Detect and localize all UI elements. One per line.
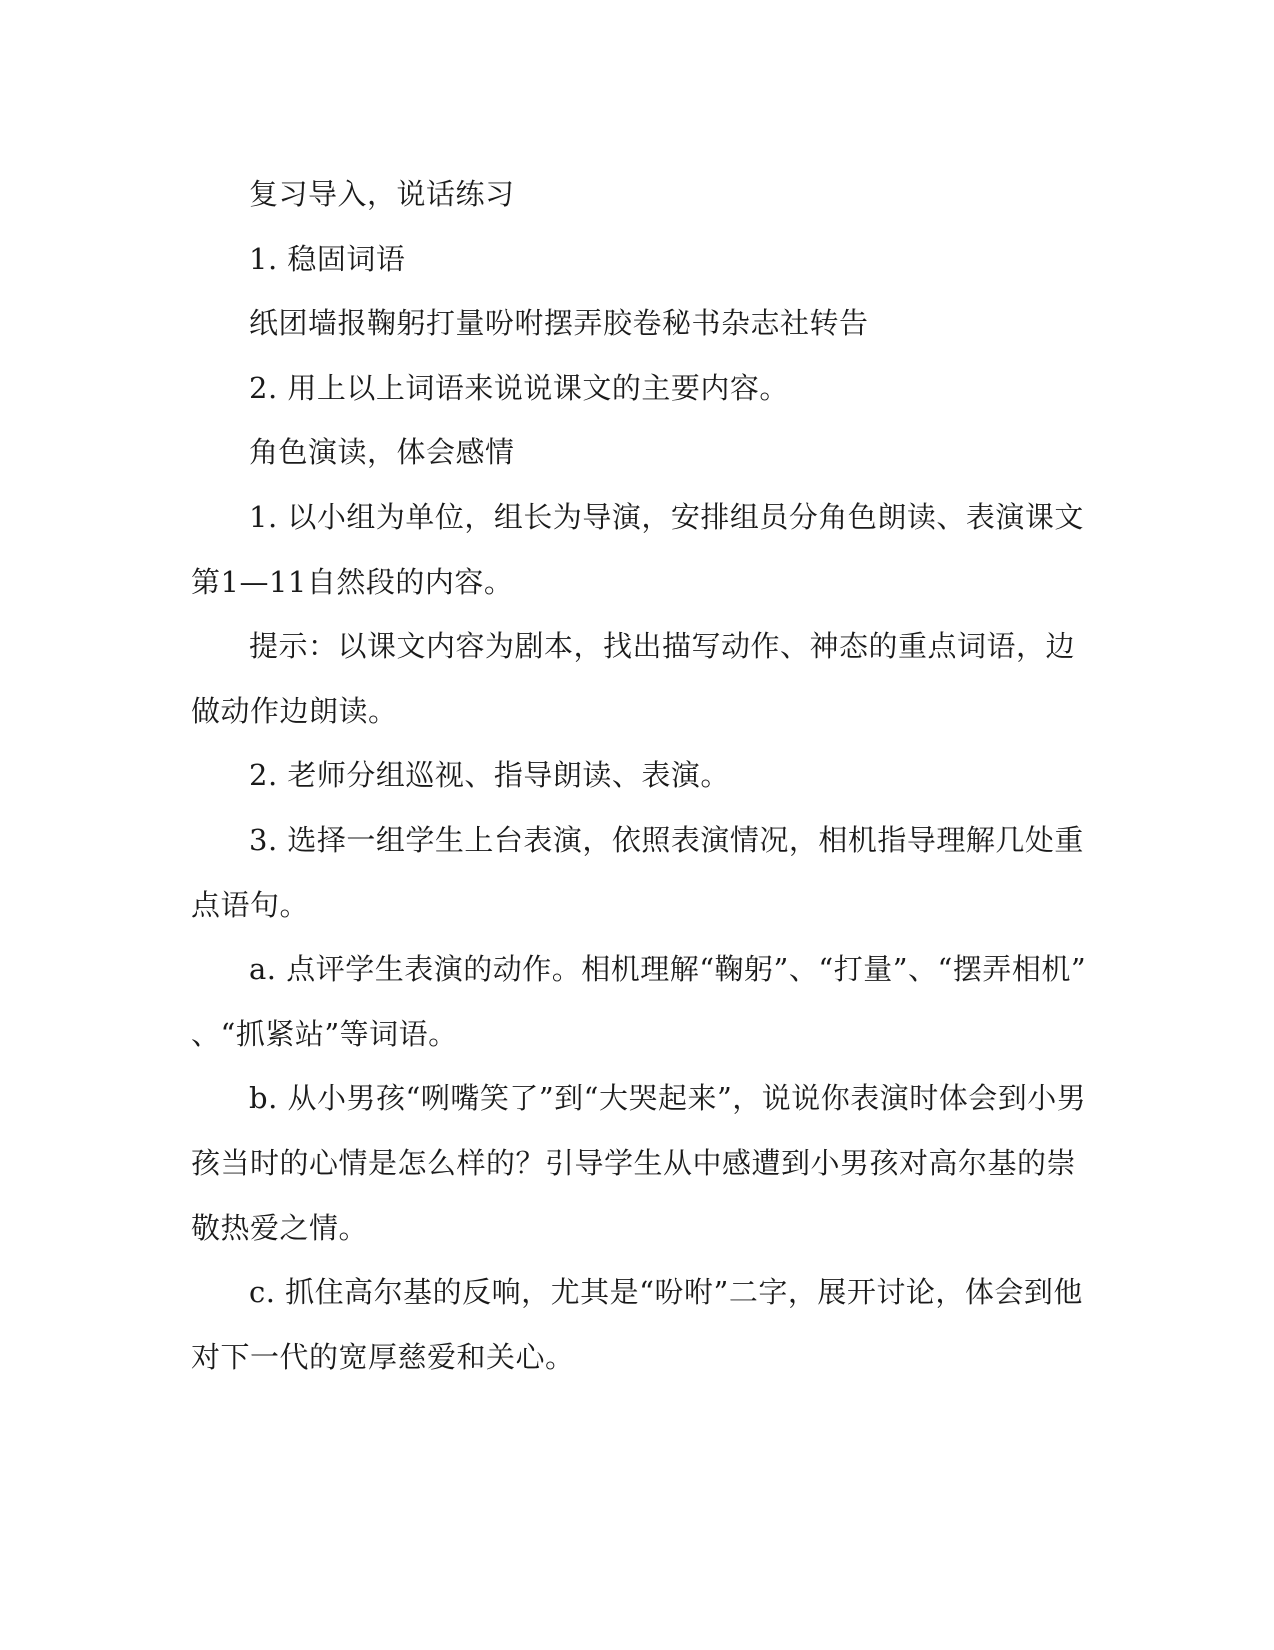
paragraph: 纸团墙报鞠躬打量吩咐摆弄胶卷秘书杂志社转告 [249, 306, 869, 341]
paragraph: 提示：以课文内容为剧本，找出描写动作、神态的重点词语，边 [249, 629, 1076, 664]
paragraph: b. 从小男孩“咧嘴笑了”到“大哭起来”，说说你表演时体会到小男 [249, 1081, 1087, 1116]
paragraph: 1. 稳固词语 [249, 241, 406, 276]
paragraph: 2. 老师分组巡视、指导朗读、表演。 [249, 758, 730, 793]
document-body [191, 162, 1087, 1389]
paragraph-continuation: 做动作边朗读。 [191, 693, 398, 728]
section-heading-roleplay: 角色演读，体会感情 [249, 435, 515, 470]
paragraph-continuation: 孩当时的心情是怎么样的？引导学生从中感遭到小男孩对高尔基的崇 [191, 1145, 1077, 1180]
paragraph-continuation: 对下一代的宽厚慈爱和关心。 [191, 1339, 575, 1374]
paragraph-continuation: 第1—11自然段的内容。 [191, 564, 514, 599]
paragraph: 1. 以小组为单位，组长为导演，安排组员分角色朗读、表演课文 [249, 499, 1084, 534]
paragraph: c. 抓住高尔基的反响，尤其是“吩咐”二字，展开讨论，体会到他 [249, 1275, 1083, 1310]
paragraph: a. 点评学生表演的动作。相机理解“鞠躬”、“打量”、“摆弄相机” [249, 952, 1087, 987]
paragraph-continuation: 、“抓紧站”等词语。 [191, 1016, 458, 1051]
paragraph-continuation: 点语句。 [191, 887, 310, 922]
paragraph: 2. 用上以上词语来说说课文的主要内容。 [249, 370, 789, 405]
section-heading-review: 复习导入，说话练习 [249, 177, 515, 211]
paragraph-continuation: 敬热爱之情。 [191, 1210, 369, 1245]
paragraph: 3. 选择一组学生上台表演，依照表演情况，相机指导理解几处重 [249, 822, 1084, 857]
